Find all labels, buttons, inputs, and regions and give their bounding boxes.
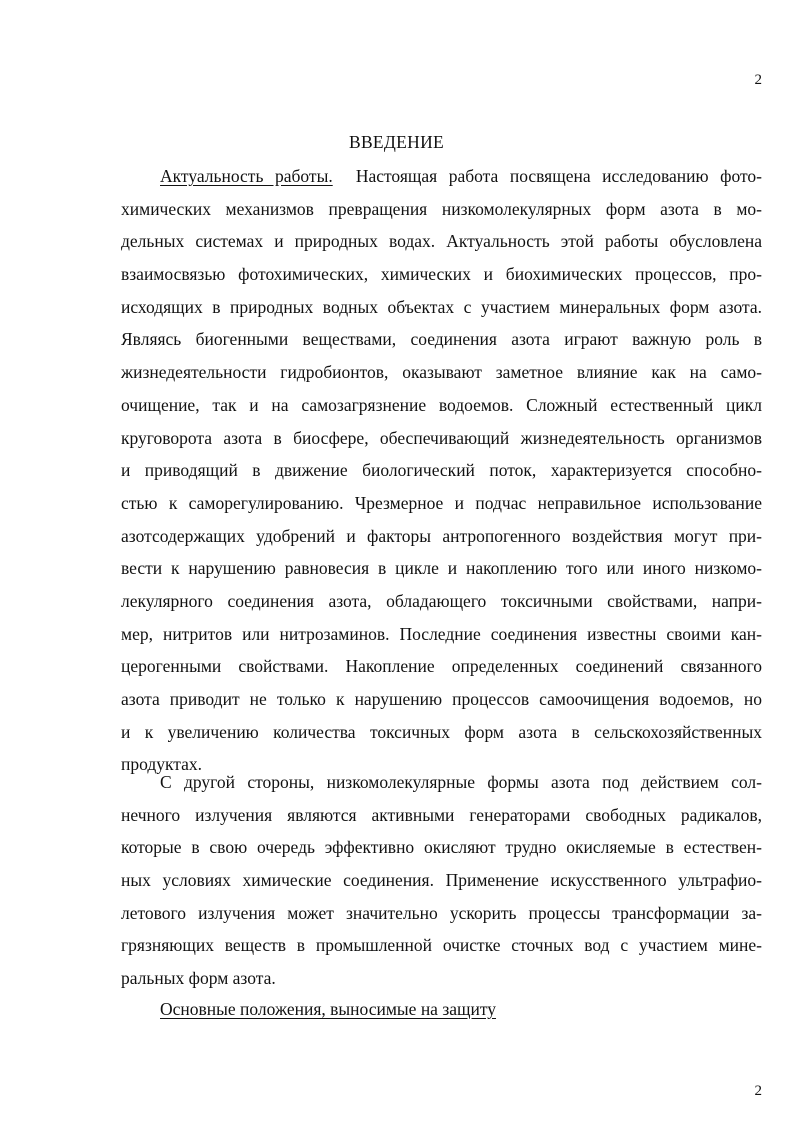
paragraph-line: исходящих в природных водных объектах с участием минеральных форм азота. bbox=[121, 296, 762, 317]
paragraph-relevance bbox=[121, 160, 762, 781]
paragraph-line: ральных форм азота. bbox=[121, 968, 276, 989]
paragraph-line: взаимосвязью фотохимических, химических и биохимических процессов, про- bbox=[121, 264, 762, 285]
paragraph-line: азотсодержащих удобрений и факторы антропогенного воздействия могут при- bbox=[121, 525, 762, 546]
paragraph-line: летового излучения может значительно ускорить процессы трансформации за- bbox=[121, 902, 762, 923]
paragraph-line: стью к саморегулированию. Чрезмерное и подчас неправильное использование bbox=[121, 492, 762, 513]
paragraph-line: грязняющих веществ в промышленной очистке сточных вод с участием мине- bbox=[121, 935, 762, 956]
paragraph-line: продуктах. bbox=[121, 754, 203, 775]
paragraph-line: азота приводит не только к нарушению процессов самоочищения водоемов, но bbox=[121, 689, 762, 709]
paragraph-line: химических механизмов превращения низкомолекулярных форм азота в мо- bbox=[121, 198, 762, 219]
paragraph-line: лекулярного соединения азота, обладающего токсичными свойствами, напри- bbox=[121, 590, 762, 611]
paragraph-line: С другой стороны, низкомолекулярные формы азота под действием сол- bbox=[160, 772, 762, 792]
page-title: ВВЕДЕНИЕ bbox=[348, 132, 445, 152]
paragraph-line: ных условиях химические соединения. Применение искусственного ультрафио- bbox=[121, 870, 762, 891]
paragraph-line: церогенными свойствами. Накопление определенных соединений связанного bbox=[121, 656, 762, 677]
page-number-top: 2 bbox=[754, 72, 762, 88]
paragraph-line: вести к нарушению равновесия в цикле и накоплению того или иного низкомо- bbox=[121, 558, 762, 579]
paragraph-line: дельных системах и природных водах. Актуальность этой работы обусловлена bbox=[121, 231, 762, 252]
paragraph-line: которые в свою очередь эффективно окисляют трудно окисляемые в естествен- bbox=[121, 837, 762, 858]
paragraph-line: круговорота азота в биосфере, обеспечивающий жизнедеятельность организмов bbox=[121, 427, 762, 448]
paragraph-line: и приводящий в движение биологический поток, характеризуется способно- bbox=[121, 460, 762, 481]
relevance-label: Актуальность работы. bbox=[160, 166, 333, 186]
paragraph-line: и к увеличению количества токсичных форм азота в сельскохозяйственных bbox=[121, 721, 762, 742]
paragraph-line: Являясь биогенными веществами, соединения азота играют важную роль в bbox=[121, 329, 762, 350]
page-number-bottom: 2 bbox=[754, 1083, 762, 1099]
paragraph-line: жизнедеятельности гидробионтов, оказывают заметное влияние как на само- bbox=[121, 362, 762, 383]
section-heading-defense-points: Основные положения, выносимые на защиту bbox=[160, 999, 497, 1019]
paragraph-line: мер, нитритов или нитрозаминов. Последние соединения известны своими кан- bbox=[121, 623, 762, 644]
paragraph-line: очищение, так и на самозагрязнение водоемов. Сложный естественный цикл bbox=[121, 394, 762, 415]
paragraph-other-side bbox=[121, 766, 762, 995]
paragraph-line: нечного излучения являются активными генераторами свободных радикалов, bbox=[121, 804, 762, 825]
paragraph-line: Актуальность работы. Настоящая работа посвящена исследованию фото- bbox=[160, 166, 762, 186]
